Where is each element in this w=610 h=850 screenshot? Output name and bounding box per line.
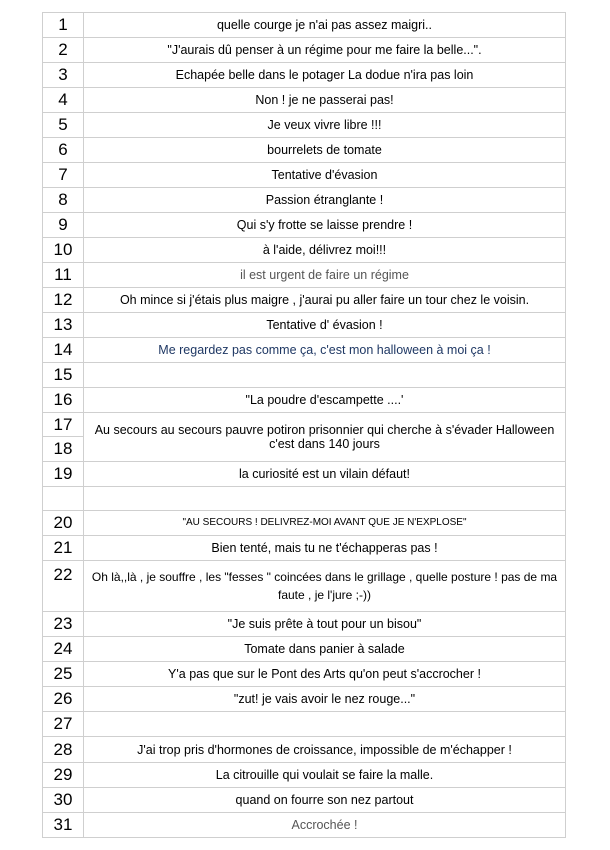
caption-cell: Passion étranglante ! <box>84 188 566 213</box>
row-number: 4 <box>43 88 84 113</box>
row-number: 9 <box>43 213 84 238</box>
caption-cell: Y'a pas que sur le Pont des Arts qu'on peut s'accrocher ! <box>84 662 566 687</box>
caption-cell: il est urgent de faire un régime <box>84 263 566 288</box>
table-row <box>43 388 566 413</box>
table-row <box>43 63 566 88</box>
row-number: 24 <box>43 637 84 662</box>
table-row <box>43 536 566 561</box>
table-row <box>43 363 566 388</box>
table-row <box>43 238 566 263</box>
row-number: 23 <box>43 612 84 637</box>
caption-cell: Me regardez pas comme ça, c'est mon halloween à moi ça ! <box>84 338 566 363</box>
table-row <box>43 313 566 338</box>
row-number: 6 <box>43 138 84 163</box>
table-row <box>43 13 566 38</box>
caption-cell: quelle courge je n'ai pas assez maigri.. <box>84 13 566 38</box>
table-row <box>43 413 566 437</box>
table-row <box>43 487 566 511</box>
row-number: 15 <box>43 363 84 388</box>
caption-cell <box>84 487 566 511</box>
caption-cell: à l'aide, délivrez moi!!! <box>84 238 566 263</box>
row-number: 30 <box>43 788 84 813</box>
table-row <box>43 763 566 788</box>
row-number <box>43 487 84 511</box>
table-row <box>43 288 566 313</box>
row-number: 22 <box>43 561 84 612</box>
row-number: 5 <box>43 113 84 138</box>
caption-cell: Je veux vivre libre !!! <box>84 113 566 138</box>
table-row <box>43 712 566 737</box>
caption-cell: Tentative d' évasion ! <box>84 313 566 338</box>
row-number: 1 <box>43 13 84 38</box>
caption-cell: "La poudre d'escampette ....' <box>84 388 566 413</box>
caption-cell: "zut! je vais avoir le nez rouge..." <box>84 687 566 712</box>
table-row <box>43 138 566 163</box>
table-row <box>43 213 566 238</box>
table-row <box>43 662 566 687</box>
row-number: 10 <box>43 238 84 263</box>
caption-cell: la curiosité est un vilain défaut! <box>84 462 566 487</box>
table-row <box>43 263 566 288</box>
row-number: 26 <box>43 687 84 712</box>
table-row <box>43 38 566 63</box>
table-row <box>43 788 566 813</box>
table-row <box>43 88 566 113</box>
caption-cell: Oh mince si j'étais plus maigre , j'aurai pu aller faire un tour chez le voisin. <box>84 288 566 313</box>
row-number: 7 <box>43 163 84 188</box>
caption-cell: J'ai trop pris d'hormones de croissance, impossible de m'échapper ! <box>84 737 566 763</box>
caption-cell: "AU SECOURS ! DELIVREZ-MOI AVANT QUE JE N'EXPLOSE" <box>84 511 566 536</box>
table-row <box>43 737 566 763</box>
table-row <box>43 637 566 662</box>
caption-cell: "Je suis prête à tout pour un bisou" <box>84 612 566 637</box>
caption-cell: bourrelets de tomate <box>84 138 566 163</box>
caption-cell: "J'aurais dû penser à un régime pour me faire la belle...". <box>84 38 566 63</box>
caption-cell: Oh là,,là , je souffre , les "fesses " coincées dans le grillage , quelle posture ! pas de ma faute , je l'jure ;-)) <box>84 561 566 612</box>
caption-cell: Tentative d'évasion <box>84 163 566 188</box>
row-number: 25 <box>43 662 84 687</box>
table-row <box>43 612 566 637</box>
row-number: 14 <box>43 338 84 363</box>
table-row <box>43 188 566 213</box>
caption-cell: quand on fourre son nez partout <box>84 788 566 813</box>
row-number: 27 <box>43 712 84 737</box>
caption-cell <box>84 363 566 388</box>
caption-cell: Bien tenté, mais tu ne t'échapperas pas ! <box>84 536 566 561</box>
caption-cell: Tomate dans panier à salade <box>84 637 566 662</box>
row-number: 12 <box>43 288 84 313</box>
row-number: 28 <box>43 737 84 763</box>
row-number: 18 <box>43 437 84 462</box>
row-number: 11 <box>43 263 84 288</box>
caption-cell: Qui s'y frotte se laisse prendre ! <box>84 213 566 238</box>
caption-cell <box>84 712 566 737</box>
row-number: 21 <box>43 536 84 561</box>
row-number: 19 <box>43 462 84 487</box>
row-number: 29 <box>43 763 84 788</box>
table-row <box>43 813 566 838</box>
table-row <box>43 163 566 188</box>
table-row <box>43 462 566 487</box>
row-number: 2 <box>43 38 84 63</box>
row-number: 16 <box>43 388 84 413</box>
caption-cell: Echapée belle dans le potager La dodue n'ira pas loin <box>84 63 566 88</box>
row-number: 31 <box>43 813 84 838</box>
table-row <box>43 338 566 363</box>
row-number: 8 <box>43 188 84 213</box>
caption-cell: Accrochée ! <box>84 813 566 838</box>
row-number: 17 <box>43 413 84 437</box>
table-row <box>43 561 566 612</box>
table-row <box>43 687 566 712</box>
caption-cell: Au secours au secours pauvre potiron prisonnier qui cherche à s'évader Halloween c'est dans 140 jours <box>84 413 566 462</box>
table-row <box>43 511 566 536</box>
row-number: 13 <box>43 313 84 338</box>
caption-cell: La citrouille qui voulait se faire la malle. <box>84 763 566 788</box>
table-row <box>43 113 566 138</box>
captions-table <box>42 12 566 838</box>
caption-cell: Non ! je ne passerai pas! <box>84 88 566 113</box>
row-number: 20 <box>43 511 84 536</box>
row-number: 3 <box>43 63 84 88</box>
